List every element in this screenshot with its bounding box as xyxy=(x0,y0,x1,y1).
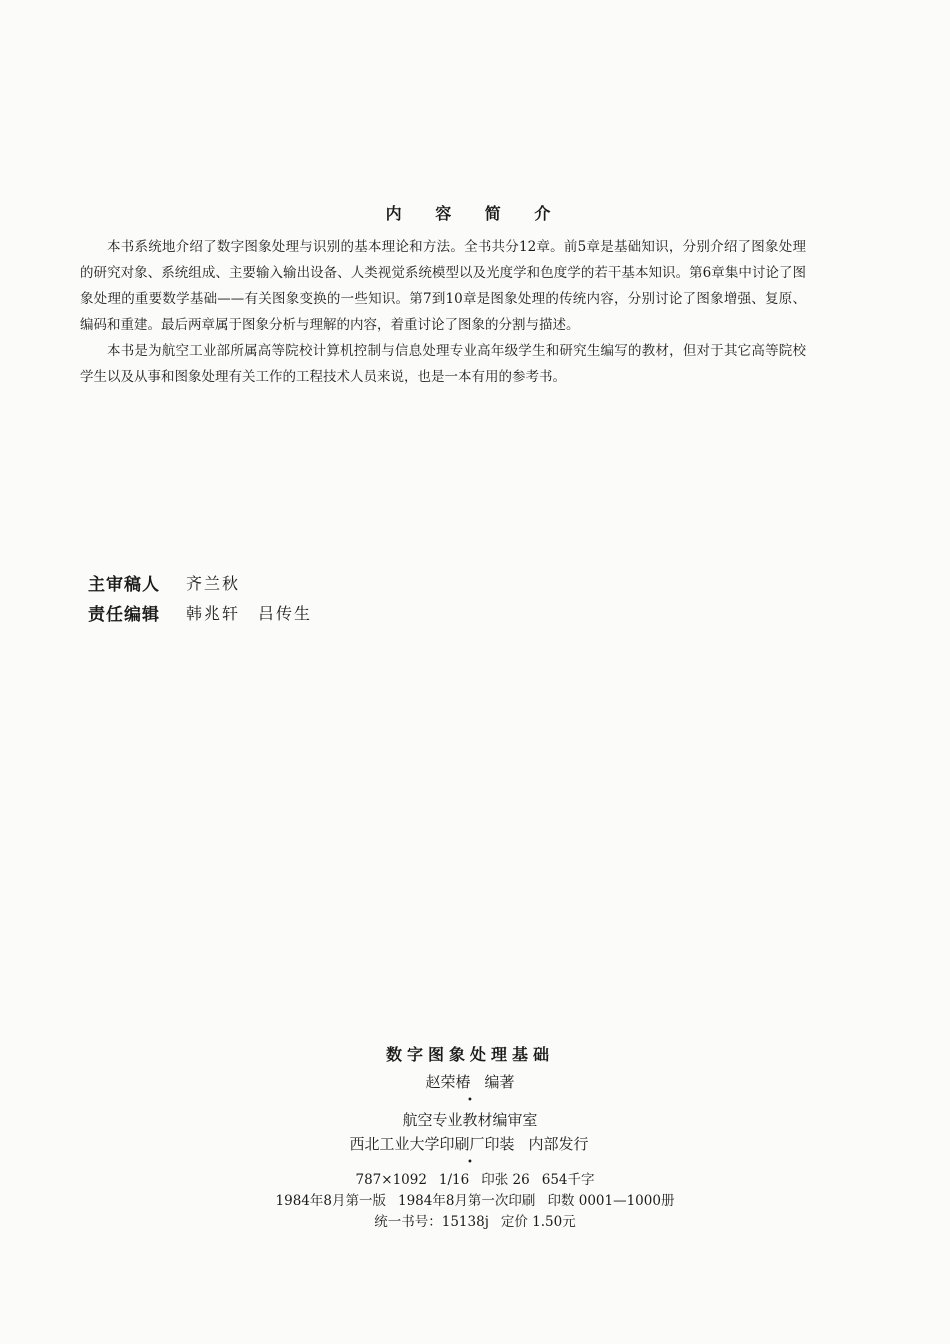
book-title: 数字图象处理基础 xyxy=(385,1045,554,1064)
credit-row-reviewer xyxy=(88,567,312,597)
print-run: 印数 0001—1000册 xyxy=(547,1193,675,1209)
author-role: 编著 xyxy=(484,1073,515,1091)
edition: 1984年8月第一版 xyxy=(275,1193,386,1209)
book-number: 统一书号：15138j xyxy=(374,1214,489,1230)
credit-value: 齐兰秋 xyxy=(186,573,241,593)
summary-paragraph: 本书是为航空工业部所属高等院校计算机控制与信息处理专业高年级学生和研究生编写的教材，但对于其它高等院校学生以及从事和图象处理有关工作的工程技术人员来说，也是一本有用的参考书。 xyxy=(80,343,806,385)
word-count: 654千字 xyxy=(541,1172,595,1188)
distribution: 内部发行 xyxy=(528,1135,589,1153)
author-line xyxy=(0,1070,950,1094)
fold: 1/16 xyxy=(438,1172,470,1188)
printer-line xyxy=(0,1132,950,1156)
credit-value: 韩兆轩 吕传生 xyxy=(186,603,313,623)
printing: 1984年8月第一次印刷 xyxy=(397,1193,536,1209)
format: 787×1092 xyxy=(355,1172,427,1188)
price: 定价 1.50元 xyxy=(500,1214,576,1230)
summary-heading: 内 容 简 介 xyxy=(385,204,565,223)
format-line xyxy=(0,1170,950,1191)
colophon xyxy=(0,1040,950,1233)
separator-dot: • xyxy=(467,1095,473,1106)
publisher-line: 航空专业教材编审室 xyxy=(402,1111,538,1129)
separator-dot: • xyxy=(467,1157,473,1168)
edition-line xyxy=(0,1191,950,1212)
credits-block xyxy=(88,567,312,627)
credit-label: 主审稿人 xyxy=(88,574,160,595)
sheets: 印张 26 xyxy=(481,1172,530,1188)
author-name: 赵荣椿 xyxy=(425,1073,471,1091)
book-number-line xyxy=(0,1212,950,1233)
summary-body xyxy=(80,234,806,390)
summary-paragraph: 本书系统地介绍了数字图象处理与识别的基本理论和方法。全书共分12章。前5章是基础知识，分别介绍了图象处理的研究对象、系统组成、主要输入输出设备、人类视觉系统模型以及光度学和色度学的若干基本知识。第6章集中讨论了图象处理的重要数学基础——有关图象变换的一些知识。第7到10章是图象处理的传统内容，分别讨论了图象增强、复原、编码和重建。最后两章属于图象分析与理解的内容，着重讨论了图象的分割与描述。 xyxy=(80,239,806,333)
credit-row-editor xyxy=(88,597,312,627)
printer: 西北工业大学印刷厂印装 xyxy=(349,1135,515,1153)
credit-label: 责任编辑 xyxy=(88,604,160,625)
